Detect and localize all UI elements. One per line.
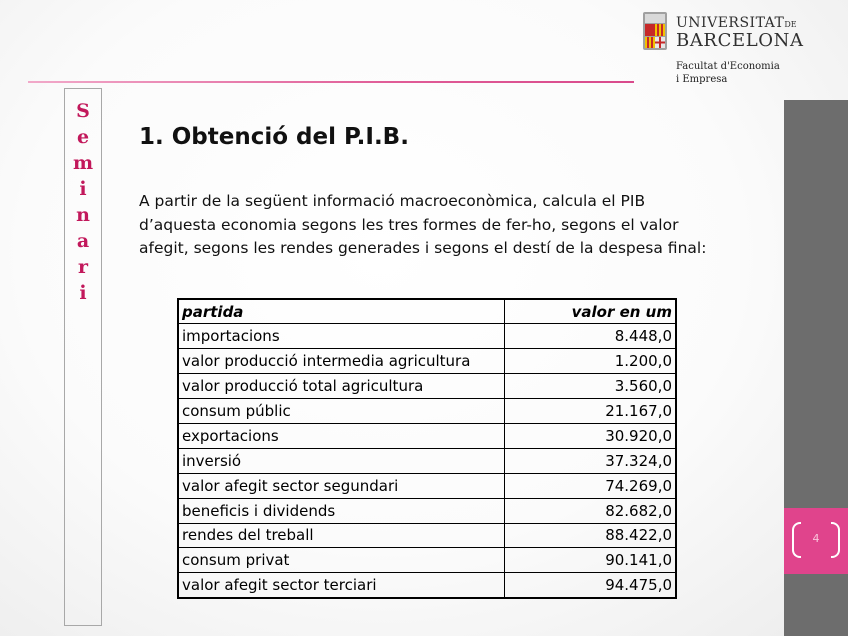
university-name: UNIVERSITATDE BARCELONA <box>676 15 804 51</box>
table-row <box>178 349 676 374</box>
row-partida: exportacions <box>178 423 504 448</box>
table-row <box>178 523 676 548</box>
row-partida: valor afegit sector segundari <box>178 473 504 498</box>
vertical-letter: r <box>77 256 88 278</box>
column-header-partida: partida <box>178 299 504 324</box>
row-partida: beneficis i dividends <box>178 498 504 523</box>
row-valor: 37.324,0 <box>504 448 676 473</box>
row-partida: consum privat <box>178 548 504 573</box>
seminari-vertical-label <box>64 88 102 626</box>
university-shield-icon <box>643 12 667 50</box>
vertical-letter: a <box>76 230 90 252</box>
vertical-letter: i <box>79 178 87 200</box>
table-row <box>178 473 676 498</box>
table-header-row <box>178 299 676 324</box>
column-header-valor: valor en um <box>504 299 676 324</box>
slide-title: 1. Obtenció del P.I.B. <box>139 124 409 150</box>
page-number: 4 <box>812 532 820 545</box>
row-valor: 82.682,0 <box>504 498 676 523</box>
bracket-right-icon <box>831 522 840 558</box>
row-partida: importacions <box>178 324 504 349</box>
table-row <box>178 498 676 523</box>
page-number-badge <box>784 508 848 574</box>
row-partida: valor afegit sector terciari <box>178 573 504 598</box>
university-logo <box>640 10 804 90</box>
vertical-letter: i <box>79 282 87 304</box>
row-valor: 94.475,0 <box>504 573 676 598</box>
row-partida: rendes del treball <box>178 523 504 548</box>
header-divider <box>28 81 634 83</box>
table-row <box>178 324 676 349</box>
faculty-name: Facultat d'Economia i Empresa <box>676 61 780 85</box>
row-valor: 21.167,0 <box>504 399 676 424</box>
gdp-data-table <box>177 298 677 599</box>
table-row <box>178 423 676 448</box>
row-valor: 1.200,0 <box>504 349 676 374</box>
row-partida: valor producció intermedia agricultura <box>178 349 504 374</box>
row-valor: 88.422,0 <box>504 523 676 548</box>
vertical-letter: e <box>76 126 90 148</box>
row-valor: 30.920,0 <box>504 423 676 448</box>
vertical-letter: m <box>72 152 94 174</box>
table-row <box>178 573 676 598</box>
table-row <box>178 399 676 424</box>
row-partida: consum públic <box>178 399 504 424</box>
vertical-letter: S <box>76 100 90 122</box>
row-partida: valor producció total agricultura <box>178 374 504 399</box>
row-valor: 3.560,0 <box>504 374 676 399</box>
table-row <box>178 448 676 473</box>
table-row <box>178 548 676 573</box>
row-valor: 90.141,0 <box>504 548 676 573</box>
row-partida: inversió <box>178 448 504 473</box>
row-valor: 8.448,0 <box>504 324 676 349</box>
vertical-letter: n <box>76 204 90 226</box>
row-valor: 74.269,0 <box>504 473 676 498</box>
slide-intro-text: A partir de la següent informació macroeconòmica, calcula el PIB d’aquesta economia segons les tres formes de fer-ho, segons el valor afegit, segons les rendes generades i segons el destí de la despesa final: <box>139 192 707 257</box>
table-row <box>178 374 676 399</box>
